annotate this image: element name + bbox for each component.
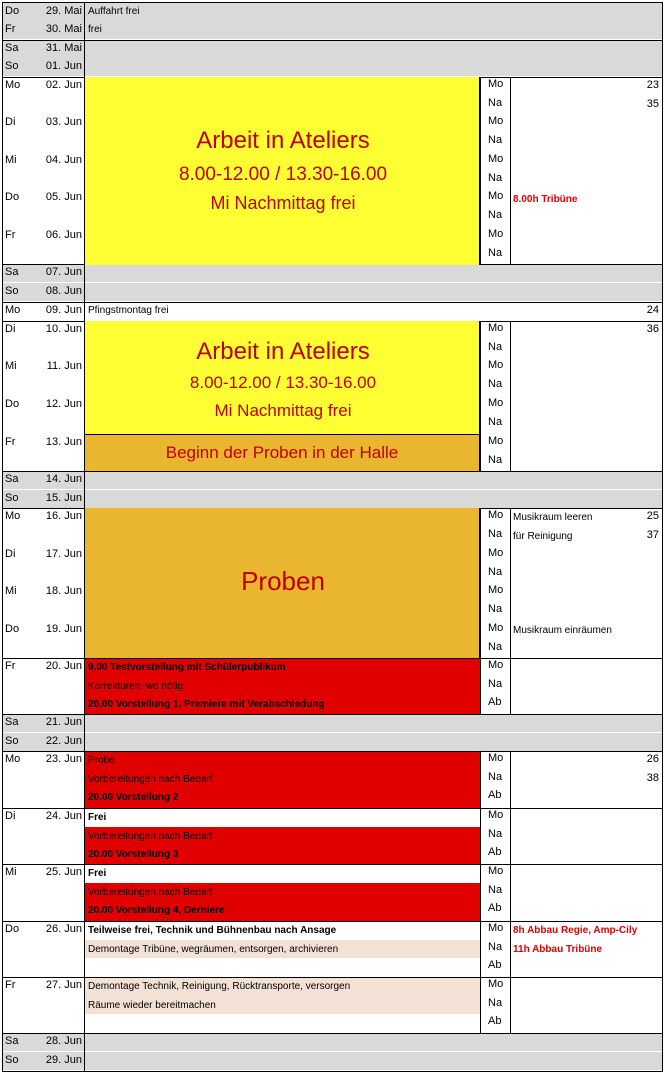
event-text: Frei: [88, 868, 107, 879]
slot-label: Ab: [488, 959, 502, 972]
weekday-label: So: [5, 735, 19, 747]
weekday-label: Mo: [5, 79, 21, 91]
atelier-block-2: [84, 321, 480, 434]
weekday-label: Fr: [5, 660, 16, 672]
grid-line: [2, 40, 663, 41]
event-text: 20.00 Vorstellung 2: [88, 792, 179, 804]
slot-label: Mo: [488, 622, 504, 634]
rehearsal-label: Proben: [241, 566, 325, 596]
weekday-label: Sa: [5, 1035, 19, 1047]
grid-line: [2, 977, 663, 978]
slot-label: Mo: [488, 435, 504, 447]
date-label: 04. Jun: [45, 154, 82, 166]
grid-line: [2, 302, 663, 303]
weekday-label: Mi: [5, 866, 17, 878]
grid-line: [480, 658, 481, 714]
week-number: 36: [646, 323, 659, 335]
slot-label: Na: [488, 827, 503, 840]
event-text: 20.00 Vorstellung 3: [88, 849, 179, 861]
weekday-label: Fr: [5, 979, 16, 991]
date-label: 07. Jun: [45, 266, 82, 278]
date-label: 19. Jun: [45, 623, 82, 635]
atelier-block-1: [84, 77, 480, 265]
slot-label: Mo: [488, 359, 504, 371]
date-label: 14. Jun: [45, 473, 82, 485]
atelier-title: Arbeit in Ateliers: [196, 338, 370, 365]
weekday-label: Do: [5, 5, 20, 17]
weekday-label: Mi: [5, 585, 17, 597]
weekday-label: Fr: [5, 436, 16, 448]
atelier-times: 8.00-12.00 / 13.30-16.00: [189, 373, 377, 392]
grid-line: [2, 658, 663, 659]
week-number: 24: [646, 304, 659, 316]
slot-label: Ab: [488, 696, 502, 709]
date-label: 05. Jun: [45, 191, 82, 203]
event-text: Demontage Technik, Reinigung, Rücktransporte, versorgen: [88, 981, 351, 992]
date-label: 29. Mai: [45, 5, 82, 17]
event-text: Korrekturen, wo nötig: [88, 680, 184, 692]
date-label: 22. Jun: [45, 735, 82, 747]
weekday-label: Do: [5, 923, 20, 935]
grid-line: [510, 751, 511, 977]
side-note: 8.00h Tribüne: [513, 194, 578, 205]
date-label: 21. Jun: [45, 716, 82, 728]
weekday-label: So: [5, 492, 19, 504]
grid-line: [2, 921, 663, 922]
weekend-row-bg: [2, 264, 662, 282]
slot-label: Mo: [488, 978, 504, 990]
date-label: 23. Jun: [45, 753, 82, 765]
slot-label: Mo: [488, 190, 504, 202]
side-note: 11h Abbau Tribüne: [513, 943, 603, 955]
slot-label: Na: [488, 133, 503, 146]
grid-line: [2, 864, 663, 865]
date-label: 24. Jun: [45, 810, 82, 822]
week-number: 38: [646, 771, 659, 784]
weekend-row-bg: [2, 733, 662, 751]
week-number: 25: [646, 510, 659, 522]
weekday-label: Di: [5, 323, 16, 335]
date-label: 01. Jun: [45, 60, 82, 72]
date-label: 11. Jun: [46, 360, 82, 372]
slot-label: Na: [488, 996, 503, 1009]
event-text: Probe: [88, 755, 115, 766]
slot-label: Mo: [488, 115, 504, 127]
date-label: 31. Mai: [45, 42, 82, 54]
side-note: Musikraum einräumen: [513, 625, 612, 636]
grid-line: [2, 714, 663, 715]
weekday-label: Di: [5, 810, 16, 822]
weekend-row-bg: [2, 714, 662, 732]
grid-line: [2, 808, 663, 809]
slot-label: Na: [488, 208, 503, 221]
atelier-title: Arbeit in Ateliers: [196, 127, 370, 154]
event-text: Frei: [88, 812, 107, 823]
weekday-label: Sa: [5, 716, 19, 728]
event-bg: [84, 751, 480, 770]
date-label: 30. Mai: [45, 23, 82, 35]
weekday-label: So: [5, 60, 19, 72]
slot-label: Na: [488, 883, 503, 896]
weekday-label: Sa: [5, 473, 19, 485]
slot-label: Na: [488, 415, 503, 428]
slot-label: Na: [488, 940, 503, 953]
week-number: 37: [646, 528, 659, 541]
weekday-label: Fr: [5, 229, 16, 241]
slot-label: Mo: [488, 752, 504, 764]
date-label: 28. Jun: [45, 1035, 82, 1047]
slot-label: Mo: [488, 922, 504, 934]
grid-line: [2, 2, 663, 3]
weekday-label: Di: [5, 116, 16, 128]
weekend-row-bg: [2, 1033, 662, 1051]
slot-label: Na: [488, 677, 503, 690]
weekend-row-bg: [2, 58, 662, 76]
week-number: 26: [646, 753, 659, 765]
date-label: 16. Jun: [45, 510, 82, 522]
slot-label: Na: [488, 96, 503, 109]
date-label: 17. Jun: [45, 548, 82, 560]
grid-line: [662, 2, 663, 1072]
grid-line: [510, 658, 511, 714]
weekday-label: Di: [5, 548, 16, 560]
date-label: 12. Jun: [45, 398, 82, 410]
grid-line: [480, 977, 481, 1033]
weekday-label: Mo: [5, 510, 21, 522]
weekend-row-bg: [2, 1052, 662, 1070]
date-label: 29. Jun: [45, 1054, 82, 1066]
date-label: 10. Jun: [45, 323, 82, 335]
side-note: Musikraum leeren: [513, 512, 593, 523]
grid-line: [480, 751, 481, 977]
rehearsal-start-block: [84, 434, 480, 472]
grid-line: [510, 977, 511, 1033]
side-note: 8h Abbau Regie, Amp-Cily: [513, 925, 638, 936]
week-number: 23: [646, 79, 659, 91]
date-label: 08. Jun: [45, 285, 82, 297]
slot-label: Mo: [488, 397, 504, 409]
date-label: 26. Jun: [45, 923, 82, 935]
slot-label: Mo: [488, 865, 504, 877]
slot-label: Mo: [488, 228, 504, 240]
week-number: 35: [646, 97, 659, 110]
atelier-note: Mi Nachmittag frei: [214, 401, 352, 420]
slot-label: Mo: [488, 659, 504, 671]
date-label: 27. Jun: [45, 979, 82, 991]
weekday-label: Mi: [5, 360, 17, 372]
slot-label: Mo: [488, 584, 504, 596]
slot-label: Na: [488, 640, 503, 653]
date-label: 09. Jun: [45, 304, 82, 316]
slot-label: Na: [488, 565, 503, 578]
weekday-label: Mo: [5, 304, 21, 316]
grid-line: [2, 1071, 663, 1072]
weekend-row-bg: [2, 283, 662, 301]
slot-label: Mo: [488, 78, 504, 90]
weekday-label: Mo: [5, 753, 21, 765]
slot-label: Ab: [488, 902, 502, 915]
weekend-row-bg: [2, 490, 662, 508]
slot-label: Mo: [488, 153, 504, 165]
grid-line: [510, 77, 511, 265]
event-text: Vorbereitungen nach Bedarf: [88, 886, 213, 898]
day-note: frei: [88, 24, 102, 35]
date-label: 25. Jun: [45, 866, 82, 878]
date-label: 03. Jun: [45, 116, 82, 128]
event-text: 9.00 Testvorstellung mit Schülerpublikum: [88, 662, 286, 673]
day-note: Auffahrt frei: [88, 6, 140, 17]
slot-label: Na: [488, 602, 503, 615]
weekend-row-bg: [2, 471, 662, 489]
weekday-label: Sa: [5, 266, 19, 278]
date-label: 13. Jun: [45, 436, 82, 448]
rehearsal-start-label: Beginn der Proben in der Halle: [165, 443, 399, 462]
grid-line: [510, 321, 511, 472]
event-text: Teilweise frei, Technik und Bühnenbau nach Ansage: [88, 925, 337, 936]
slot-label: Mo: [488, 509, 504, 521]
event-text: Vorbereitungen nach Bedarf: [88, 830, 213, 842]
weekday-label: Mi: [5, 154, 17, 166]
grid-line: [510, 508, 511, 658]
weekday-label: Do: [5, 191, 20, 203]
event-text: 20.00 Vorstellung 4, Derniere: [88, 905, 225, 917]
event-text: Räume wieder bereitmachen: [88, 999, 216, 1011]
slot-label: Na: [488, 770, 503, 783]
slot-label: Ab: [488, 846, 502, 859]
slot-label: Na: [488, 377, 503, 390]
slot-label: Ab: [488, 1015, 502, 1028]
event-text: Vorbereitungen nach Bedarf: [88, 773, 213, 785]
grid-line: [2, 2, 3, 1072]
rehearsal-block: [84, 508, 480, 658]
slot-label: Mo: [488, 547, 504, 559]
slot-label: Ab: [488, 789, 502, 802]
atelier-note: Mi Nachmittag frei: [210, 193, 356, 213]
event-text: Demontage Tribüne, wegräumen, entsorgen, archivieren: [88, 943, 339, 955]
event-text: 20.00 Vorstellung 1, Premiere mit Verabschiedung: [88, 699, 325, 711]
slot-label: Na: [488, 340, 503, 353]
date-label: 15. Jun: [45, 492, 82, 504]
slot-label: Na: [488, 246, 503, 259]
side-note: für Reinigung: [513, 530, 573, 542]
weekday-label: So: [5, 1054, 19, 1066]
slot-label: Mo: [488, 322, 504, 334]
grid-line: [2, 1033, 663, 1034]
weekday-label: Fr: [5, 23, 16, 35]
day-note: Pfingstmontag frei: [88, 305, 169, 316]
weekday-label: Do: [5, 398, 20, 410]
slot-label: Mo: [488, 809, 504, 821]
date-label: 06. Jun: [45, 229, 82, 241]
slot-label: Na: [488, 171, 503, 184]
weekday-label: So: [5, 285, 19, 297]
weekend-row-bg: [2, 40, 662, 58]
date-label: 18. Jun: [45, 585, 82, 597]
slot-label: Na: [488, 453, 503, 466]
weekday-label: Do: [5, 623, 20, 635]
grid-line: [2, 751, 663, 752]
atelier-times: 8.00-12.00 / 13.30-16.00: [178, 164, 388, 185]
slot-label: Na: [488, 527, 503, 540]
date-label: 02. Jun: [45, 79, 82, 91]
date-label: 20. Jun: [45, 660, 82, 672]
weekday-label: Sa: [5, 42, 19, 54]
